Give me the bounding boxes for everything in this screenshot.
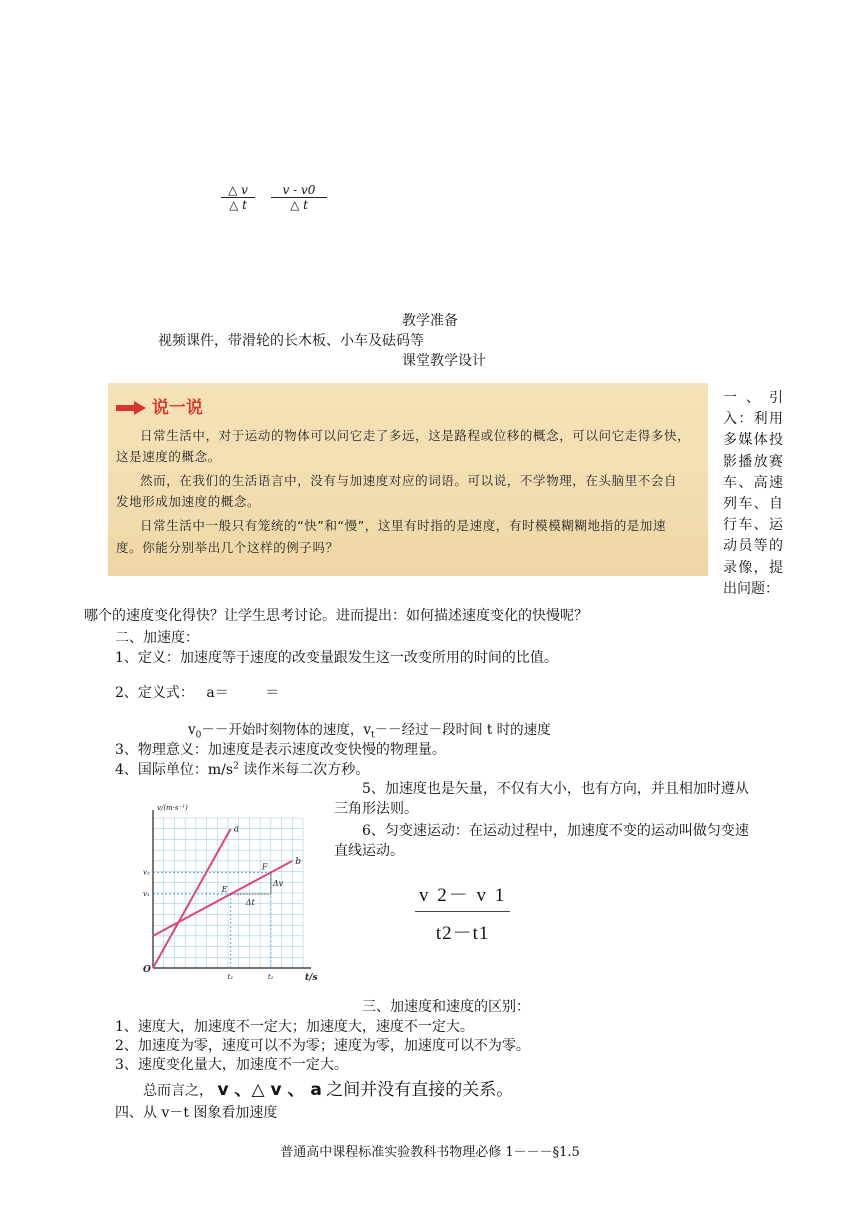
uniform-item-line1: 6、匀变速运动：在运动过程中，加速度不变的运动叫做匀变速 <box>362 823 749 839</box>
fraction-denominator: △ t <box>229 198 247 212</box>
chart-grid <box>153 818 303 968</box>
unit-text: 4、国际单位：m/s <box>115 762 234 778</box>
unit-item <box>115 759 369 779</box>
section2-heading: 二、加速度： <box>115 630 199 646</box>
textbook-line: 日常生活中，对于运动的物体可以问它走了多远，这是路程或位移的概念，可以问它走得多快， <box>140 428 691 443</box>
formula-item <box>115 682 279 702</box>
fraction-denominator: △ t <box>290 198 308 212</box>
v0-symbol: v <box>188 722 196 738</box>
origin-label: O <box>143 965 151 975</box>
series-label: a <box>233 824 240 835</box>
vt-subscript: t <box>371 730 375 741</box>
difference-item: 3、速度变化量大，加速度不一定大。 <box>115 1057 348 1073</box>
fraction-numerator: v 2－ v 1 <box>415 880 510 912</box>
fraction-numerator: △ v <box>221 183 255 198</box>
v-t-graph <box>135 800 318 983</box>
summary-suffix: 之间并没有直接的关系。 <box>326 1080 514 1100</box>
acceleration-fraction <box>415 880 510 945</box>
unit-reading: 读作米每二次方秒。 <box>238 762 370 778</box>
y-tick-label: v₂ <box>143 868 150 877</box>
preparation-content: 视频课件，带滑轮的长木板、小车及砝码等 <box>158 333 424 349</box>
meaning-item: 3、物理意义：加速度是表示速度改变快慢的物理量。 <box>115 742 446 758</box>
vector-item-line1: 5、加速度也是矢量，不仅有大小，也有方向，并且相加时遵从 <box>362 781 749 797</box>
textbook-line: 然而，在我们的生活语言中，没有与加速度对应的词语。可以说，不学物理，在头脑里不会自 <box>140 473 678 488</box>
y-axis-label: v/(m·s⁻¹) <box>157 804 188 812</box>
difference-item: 2、加速度为零，速度可以不为零；速度为零，加速度可以不为零。 <box>115 1038 530 1054</box>
design-heading: 课堂教学设计 <box>402 353 486 369</box>
v0-subscript: 0 <box>195 730 202 741</box>
textbook-line: 发地形成加速度的概念。 <box>116 494 261 509</box>
definition-item: 1、定义：加速度等于速度的改变量跟发生这一改变所用的时间的比值。 <box>115 650 558 666</box>
formula-label: 2、定义式： <box>115 685 194 701</box>
summary-line <box>143 1075 513 1100</box>
chart-axes <box>153 810 311 968</box>
preparation-heading: 教学准备 <box>402 313 458 329</box>
annotation-label: E <box>221 885 228 895</box>
series-label: b <box>295 856 302 867</box>
say-it-heading <box>116 393 203 418</box>
section4-heading: 四、从 v－t 图象看加速度 <box>115 1105 278 1121</box>
formula-equals: ＝ <box>265 685 280 701</box>
section3-heading: 三、加速度和速度的区别： <box>362 999 530 1015</box>
page-footer: 普通高中课程标准实验教科书物理必修 1－－－§1.5 <box>280 1145 580 1160</box>
vt-desc: －－经过－段时间 t 时的速度 <box>374 722 551 738</box>
textbook-line: 度。你能分别举出几个这样的例子吗？ <box>116 540 339 555</box>
intro-continuation: 哪个的速度变化得快？让学生思考讨论。进而提出：如何描述速度变化的快慢呢？ <box>84 608 588 624</box>
x-axis-label: t/s <box>305 973 318 983</box>
summary-symbols: v 、△ v 、 a <box>217 1080 322 1100</box>
fraction-denominator: t2－t1 <box>435 923 490 944</box>
unit-superscript: 2 <box>233 761 239 772</box>
series-line-a <box>153 829 231 968</box>
x-tick-label: t₁ <box>227 973 234 981</box>
v0-note <box>188 718 551 741</box>
chart-series <box>153 829 292 968</box>
annotation-label: F <box>261 862 268 872</box>
delta-v-over-delta-t-fraction <box>221 183 255 212</box>
textbook-excerpt-image <box>108 383 708 576</box>
arrow-icon <box>116 401 146 415</box>
v-minus-v0-over-delta-t-fraction <box>271 183 327 212</box>
annotation-label: Δv <box>272 879 284 889</box>
y-tick-label: v₁ <box>143 890 150 899</box>
textbook-line: 这是速度的概念。 <box>116 449 221 464</box>
v0-desc: －－开始时刻物体的速度，v <box>201 722 372 738</box>
x-tick-label: t₂ <box>267 973 274 981</box>
annotation-label: Δt <box>245 898 255 908</box>
uniform-item-line2: 直线运动。 <box>334 843 404 859</box>
difference-item: 1、速度大，加速度不一定大；加速度大，速度不一定大。 <box>115 1019 474 1035</box>
fraction-numerator: v - v0 <box>271 183 327 198</box>
vector-item-line2: 三角形法则。 <box>334 801 418 817</box>
textbook-line: 日常生活中一般只有笼统的“快”和“慢”，这里有时指的是速度，有时模模糊糊地指的是加速 <box>140 518 667 533</box>
summary-prefix: 总而言之， <box>143 1083 213 1099</box>
textbook-heading: 说一说 <box>151 398 203 418</box>
formula-a: a＝ <box>206 685 229 701</box>
intro-side-text: 一、引入：利用多媒体投影播放赛车、高速列车、自行车、运动员等的录像，提出问题： <box>723 390 783 597</box>
